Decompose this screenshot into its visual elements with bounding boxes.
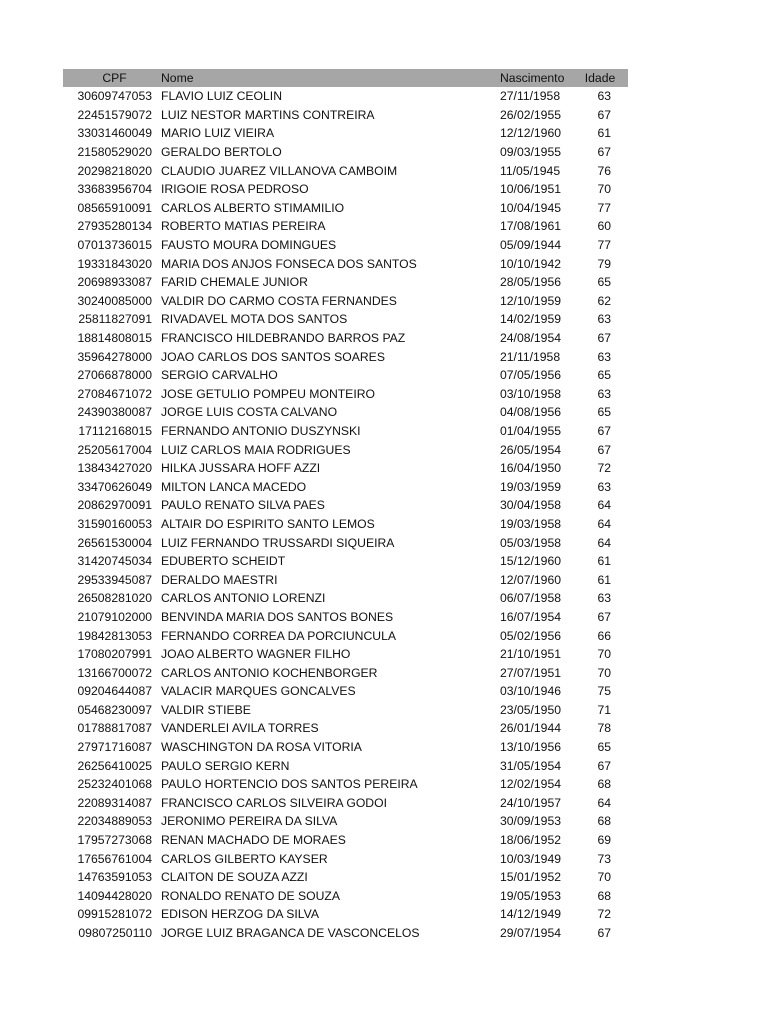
cell-cpf: 25232401068 (77, 777, 152, 792)
table-row (63, 831, 628, 850)
cell-nascimento: 24/08/1954 (500, 331, 561, 346)
cell-nascimento: 13/10/1956 (500, 740, 561, 755)
table-row (63, 366, 628, 385)
cell-nascimento: 30/04/1958 (500, 498, 561, 513)
cell-cpf: 25205617004 (77, 442, 152, 457)
cell-nascimento: 10/03/1949 (500, 851, 561, 866)
cell-nome: CLAITON DE SOUZA AZZI (161, 870, 308, 885)
table-row (63, 236, 628, 255)
cell-nome: PAULO RENATO SILVA PAES (161, 498, 325, 513)
cell-cpf: 05468230097 (77, 702, 152, 717)
cell-nascimento: 03/10/1958 (500, 386, 561, 401)
table-row (63, 254, 628, 273)
cell-nascimento: 19/03/1958 (500, 516, 561, 531)
table-row (63, 570, 628, 589)
cell-nome: PAULO SERGIO KERN (161, 758, 290, 773)
table-row (63, 199, 628, 218)
cell-cpf: 30609747053 (77, 89, 152, 104)
cell-nascimento: 26/02/1955 (500, 107, 561, 122)
cell-cpf: 33683956704 (77, 182, 152, 197)
cell-nascimento: 27/07/1951 (500, 665, 561, 680)
cell-nome: JORGE LUIZ BRAGANCA DE VASCONCELOS (161, 926, 420, 941)
cell-idade: 70 (597, 182, 611, 197)
table-row (63, 905, 628, 924)
cell-cpf: 25811827091 (78, 312, 152, 327)
cell-idade: 66 (597, 628, 611, 643)
cell-nome: IRIGOIE ROSA PEDROSO (161, 182, 309, 197)
table-row (63, 868, 628, 887)
cell-idade: 60 (597, 219, 611, 234)
table-row (63, 515, 628, 534)
cell-cpf: 30240085000 (77, 293, 152, 308)
cell-nascimento: 12/02/1954 (500, 777, 561, 792)
table-row (63, 477, 628, 496)
table-row (63, 719, 628, 738)
cell-idade: 77 (597, 238, 611, 253)
cell-idade: 70 (597, 870, 611, 885)
cell-cpf: 20298218020 (77, 163, 152, 178)
cell-idade: 72 (597, 907, 611, 922)
cell-idade: 67 (597, 423, 611, 438)
cell-cpf: 31420745034 (77, 554, 152, 569)
cell-nascimento: 30/09/1953 (500, 814, 561, 829)
cell-nascimento: 29/07/1954 (500, 926, 561, 941)
cell-nome: WASCHINGTON DA ROSA VITORIA (161, 740, 362, 755)
table-row (63, 273, 628, 292)
cell-nascimento: 07/05/1956 (500, 368, 561, 383)
cell-cpf: 21079102000 (77, 609, 152, 624)
cell-cpf: 13843427020 (77, 461, 152, 476)
table-row (63, 533, 628, 552)
cell-nascimento: 18/06/1952 (500, 833, 561, 848)
cell-idade: 64 (597, 498, 611, 513)
cell-cpf: 35964278000 (77, 349, 152, 364)
cell-nome: PAULO HORTENCIO DOS SANTOS PEREIRA (161, 777, 418, 792)
cell-idade: 65 (597, 740, 611, 755)
cell-idade: 63 (597, 89, 611, 104)
table-row (63, 887, 628, 906)
cell-cpf: 19331843020 (77, 256, 152, 271)
cell-nome: FARID CHEMALE JUNIOR (161, 275, 308, 290)
cell-nascimento: 24/10/1957 (500, 795, 561, 810)
cell-idade: 75 (597, 684, 611, 699)
cell-cpf: 22089314087 (77, 795, 152, 810)
cell-nascimento: 19/03/1959 (500, 479, 561, 494)
cell-nascimento: 09/03/1955 (500, 145, 561, 160)
cell-idade: 61 (597, 126, 611, 141)
cell-nascimento: 05/09/1944 (500, 238, 561, 253)
table-row (63, 347, 628, 366)
cell-cpf: 09807250110 (78, 926, 152, 941)
cell-cpf: 09915281072 (77, 907, 152, 922)
table-row (63, 775, 628, 794)
cell-nascimento: 27/11/1958 (500, 89, 561, 104)
table-row (63, 310, 628, 329)
cell-nascimento: 19/05/1953 (500, 888, 561, 903)
cell-nome: HILKA JUSSARA HOFF AZZI (161, 461, 321, 476)
cell-cpf: 26561530004 (77, 535, 152, 550)
cell-nascimento: 26/01/1944 (500, 721, 561, 736)
table-row (63, 161, 628, 180)
table-row (63, 422, 628, 441)
cell-cpf: 17656761004 (77, 851, 152, 866)
cell-nascimento: 28/05/1956 (500, 275, 561, 290)
cell-nascimento: 06/07/1958 (500, 591, 561, 606)
cell-nascimento: 14/02/1959 (500, 312, 561, 327)
cell-cpf: 17080207991 (77, 647, 152, 662)
table-row (63, 496, 628, 515)
table-row (63, 143, 628, 162)
cell-cpf: 19842813053 (77, 628, 152, 643)
cell-nascimento: 10/06/1951 (500, 182, 561, 197)
cell-idade: 64 (597, 535, 611, 550)
cell-idade: 64 (597, 795, 611, 810)
cell-cpf: 18814808015 (77, 331, 152, 346)
cell-nascimento: 05/02/1956 (500, 628, 561, 643)
cell-nascimento: 16/04/1950 (500, 461, 561, 476)
cell-cpf: 22451579072 (77, 107, 152, 122)
cell-nome: RIVADAVEL MOTA DOS SANTOS (161, 312, 348, 327)
table-header (63, 69, 628, 87)
table-row (63, 738, 628, 757)
cell-nascimento: 14/12/1949 (500, 907, 561, 922)
table-row (63, 924, 628, 943)
cell-nome: VALDIR DO CARMO COSTA FERNANDES (161, 293, 397, 308)
cell-cpf: 29533945087 (77, 572, 152, 587)
header-nascimento: Nascimento (500, 71, 565, 85)
cell-cpf: 27971716087 (77, 740, 152, 755)
table-body (63, 87, 628, 942)
cell-nome: FRANCISCO HILDEBRANDO BARROS PAZ (161, 331, 406, 346)
cell-cpf: 20698933087 (77, 275, 152, 290)
cell-idade: 63 (597, 479, 611, 494)
cell-nome: JOSE GETULIO POMPEU MONTEIRO (161, 386, 375, 401)
cell-cpf: 01788817087 (77, 721, 152, 736)
header-nome: Nome (161, 71, 194, 85)
cell-idade: 68 (597, 777, 611, 792)
cell-idade: 67 (597, 758, 611, 773)
cell-idade: 67 (597, 107, 611, 122)
cell-idade: 68 (597, 814, 611, 829)
data-table (63, 69, 628, 942)
cell-cpf: 27084671072 (77, 386, 152, 401)
cell-nome: GERALDO BERTOLO (161, 145, 282, 160)
table-row (63, 701, 628, 720)
table-row (63, 459, 628, 478)
cell-nascimento: 12/07/1960 (500, 572, 561, 587)
cell-nascimento: 31/05/1954 (500, 758, 561, 773)
cell-cpf: 17112168015 (78, 423, 152, 438)
cell-nome: MARIA DOS ANJOS FONSECA DOS SANTOS (161, 256, 417, 271)
cell-nascimento: 21/11/1958 (500, 349, 561, 364)
cell-nome: FRANCISCO CARLOS SILVEIRA GODOI (161, 795, 387, 810)
cell-idade: 78 (597, 721, 611, 736)
cell-idade: 67 (597, 331, 611, 346)
cell-nome: FLAVIO LUIZ CEOLIN (161, 89, 282, 104)
cell-idade: 70 (597, 665, 611, 680)
table-row (63, 124, 628, 143)
table-row (63, 106, 628, 125)
cell-nome: ROBERTO MATIAS PEREIRA (161, 219, 326, 234)
cell-nome: CLAUDIO JUAREZ VILLANOVA CAMBOIM (161, 163, 398, 178)
cell-idade: 70 (597, 647, 611, 662)
cell-nome: VANDERLEI AVILA TORRES (161, 721, 319, 736)
cell-idade: 63 (597, 349, 611, 364)
table-row (63, 645, 628, 664)
table-row (63, 589, 628, 608)
cell-nascimento: 10/10/1942 (500, 256, 561, 271)
cell-cpf: 20862970091 (77, 498, 152, 513)
cell-nome: LUIZ NESTOR MARTINS CONTREIRA (161, 107, 375, 122)
cell-cpf: 27066878000 (77, 368, 152, 383)
cell-nome: FERNANDO CORREA DA PORCIUNCULA (161, 628, 396, 643)
cell-nascimento: 15/12/1960 (500, 554, 561, 569)
header-idade: Idade (584, 71, 616, 85)
cell-cpf: 31590160053 (77, 516, 152, 531)
cell-nome: CARLOS ANTONIO LORENZI (161, 591, 326, 606)
cell-nome: JOAO CARLOS DOS SANTOS SOARES (161, 349, 385, 364)
cell-nome: EDUBERTO SCHEIDT (161, 554, 286, 569)
cell-nome: JORGE LUIS COSTA CALVANO (161, 405, 338, 420)
table-row (63, 292, 628, 311)
table-row (63, 682, 628, 701)
cell-nome: FAUSTO MOURA DOMINGUES (161, 238, 337, 253)
table-row (63, 87, 628, 106)
cell-cpf: 14763591053 (77, 870, 152, 885)
cell-nascimento: 05/03/1958 (500, 535, 561, 550)
cell-idade: 65 (597, 368, 611, 383)
cell-nome: SERGIO CARVALHO (161, 368, 278, 383)
cell-nascimento: 15/01/1952 (500, 870, 561, 885)
cell-idade: 62 (597, 293, 611, 308)
cell-idade: 69 (597, 833, 611, 848)
cell-nascimento: 16/07/1954 (500, 609, 561, 624)
cell-idade: 63 (597, 312, 611, 327)
cell-nascimento: 17/08/1961 (500, 219, 561, 234)
cell-nascimento: 26/05/1954 (500, 442, 561, 457)
cell-idade: 63 (597, 591, 611, 606)
cell-cpf: 07013736015 (77, 238, 152, 253)
cell-idade: 76 (597, 163, 611, 178)
table-row (63, 385, 628, 404)
cell-nome: LUIZ FERNANDO TRUSSARDI SIQUEIRA (161, 535, 395, 550)
cell-cpf: 27935280134 (77, 219, 152, 234)
cell-nome: JERONIMO PEREIRA DA SILVA (161, 814, 338, 829)
cell-nome: CARLOS ANTONIO KOCHENBORGER (161, 665, 378, 680)
cell-idade: 72 (597, 461, 611, 476)
cell-cpf: 33031460049 (77, 126, 152, 141)
cell-cpf: 24390380087 (77, 405, 152, 420)
cell-idade: 79 (597, 256, 611, 271)
cell-cpf: 13166700072 (77, 665, 152, 680)
cell-nome: DERALDO MAESTRI (161, 572, 278, 587)
cell-idade: 67 (597, 609, 611, 624)
table-row (63, 663, 628, 682)
cell-nome: VALDIR STIEBE (161, 702, 251, 717)
cell-idade: 65 (597, 405, 611, 420)
cell-idade: 71 (597, 702, 611, 717)
cell-idade: 67 (597, 442, 611, 457)
cell-idade: 61 (597, 554, 611, 569)
cell-idade: 67 (597, 145, 611, 160)
cell-nascimento: 12/10/1959 (500, 293, 561, 308)
cell-nome: MILTON LANCA MACEDO (161, 479, 307, 494)
cell-idade: 65 (597, 275, 611, 290)
cell-nome: CARLOS GILBERTO KAYSER (161, 851, 328, 866)
cell-nascimento: 12/12/1960 (500, 126, 561, 141)
table-row (63, 608, 628, 627)
cell-nascimento: 03/10/1946 (500, 684, 561, 699)
table-row (63, 440, 628, 459)
table-row (63, 180, 628, 199)
cell-cpf: 17957273068 (77, 833, 152, 848)
cell-nascimento: 01/04/1955 (500, 423, 561, 438)
cell-nome: JOAO ALBERTO WAGNER FILHO (161, 647, 351, 662)
cell-idade: 63 (597, 386, 611, 401)
cell-idade: 73 (597, 851, 611, 866)
cell-nascimento: 11/05/1945 (500, 163, 561, 178)
header-cpf: CPF (102, 71, 127, 85)
cell-nascimento: 21/10/1951 (500, 647, 561, 662)
cell-cpf: 21580529020 (77, 145, 152, 160)
cell-nome: VALACIR MARQUES GONCALVES (161, 684, 356, 699)
cell-nome: RENAN MACHADO DE MORAES (161, 833, 346, 848)
table-row (63, 849, 628, 868)
table-row (63, 626, 628, 645)
cell-idade: 64 (597, 516, 611, 531)
table-row (63, 794, 628, 813)
cell-cpf: 33470626049 (77, 479, 152, 494)
table-row (63, 756, 628, 775)
cell-nome: CARLOS ALBERTO STIMAMILIO (161, 200, 345, 215)
table-row (63, 403, 628, 422)
cell-idade: 68 (597, 888, 611, 903)
cell-nome: BENVINDA MARIA DOS SANTOS BONES (161, 609, 394, 624)
table-row (63, 552, 628, 571)
cell-nome: RONALDO RENATO DE SOUZA (161, 888, 341, 903)
cell-nascimento: 04/08/1956 (500, 405, 561, 420)
cell-nome: MARIO LUIZ VIEIRA (161, 126, 275, 141)
table-row (63, 812, 628, 831)
cell-nome: FERNANDO ANTONIO DUSZYNSKI (161, 423, 361, 438)
table-row (63, 329, 628, 348)
cell-idade: 61 (597, 572, 611, 587)
cell-nome: ALTAIR DO ESPIRITO SANTO LEMOS (161, 516, 375, 531)
cell-cpf: 26256410025 (77, 758, 152, 773)
cell-nome: EDISON HERZOG DA SILVA (161, 907, 320, 922)
cell-nascimento: 10/04/1945 (500, 200, 561, 215)
cell-cpf: 22034889053 (77, 814, 152, 829)
cell-idade: 67 (597, 926, 611, 941)
cell-nome: LUIZ CARLOS MAIA RODRIGUES (161, 442, 351, 457)
cell-cpf: 26508281020 (77, 591, 152, 606)
cell-cpf: 09204644087 (77, 684, 152, 699)
cell-cpf: 08565910091 (77, 200, 152, 215)
cell-cpf: 14094428020 (77, 888, 152, 903)
cell-nascimento: 23/05/1950 (500, 702, 561, 717)
cell-idade: 77 (597, 200, 611, 215)
table-row (63, 217, 628, 236)
